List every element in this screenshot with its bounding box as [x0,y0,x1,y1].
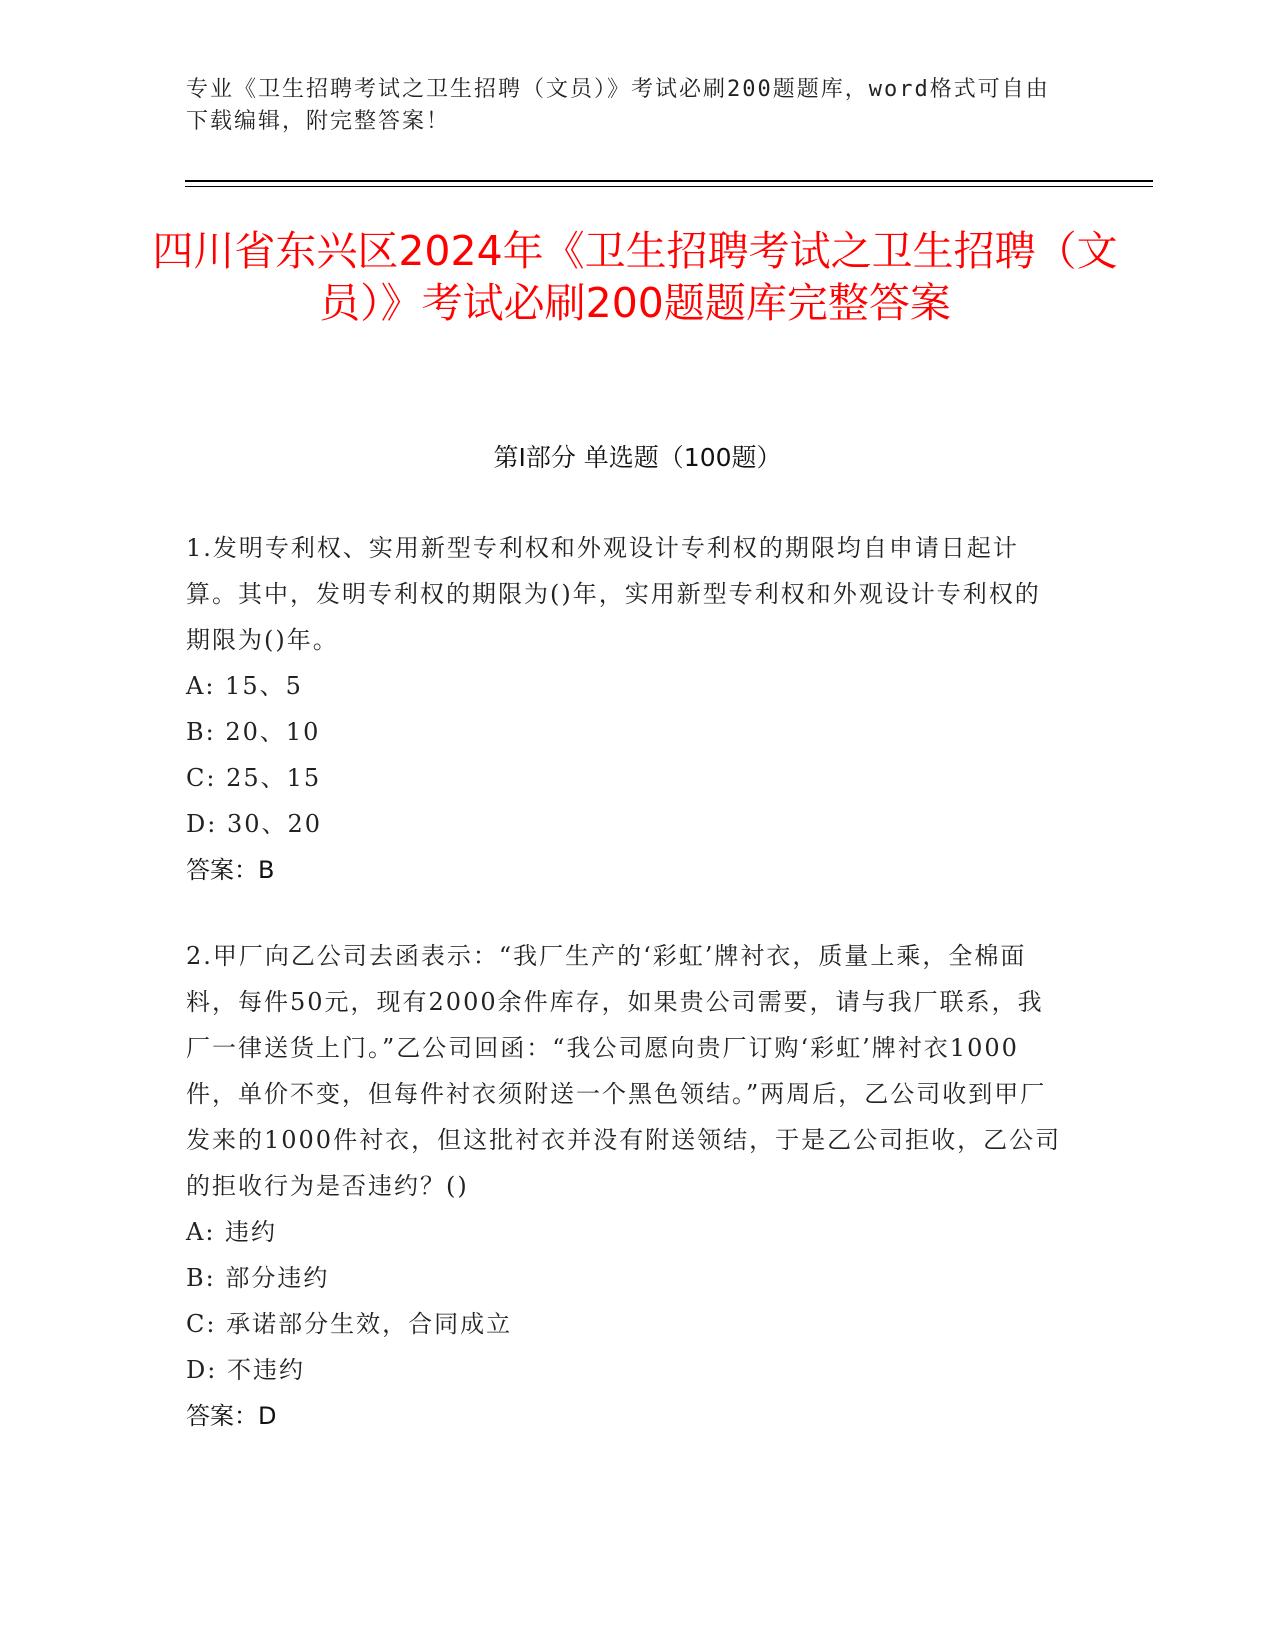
option-b: B: 20、10 [186,718,321,746]
option-d: D: 不违约 [186,1356,305,1384]
option-b: B: 部分违约 [186,1264,330,1292]
section-title: 第I部分 单选题（100题） [493,443,782,472]
option-c: C: 25、15 [186,764,322,792]
document-title: 四川省东兴区2024年《卫生招聘考试之卫生招聘（文员）》考试必刷200题题库完整答案 [152,227,1118,327]
answer: 答案：D [186,1402,277,1430]
answer: 答案：B [186,856,275,884]
option-a: A: 违约 [186,1218,278,1246]
question-stem: 2.甲厂向乙公司去函表示：“我厂生产的‘彩虹’牌衬衣，质量上乘，全棉面料，每件50元，现有2000余件库存，如果贵公司需要，请与我厂联系，我厂一律送货上门。”乙公司回函：“我公司愿向贵厂订购‘彩虹’牌衬衣1000件，单价不变，但每件衬衣须附送一个黑色领结。”两周后，乙公司收到甲厂发来的1000件衬衣，但这批衬衣并没有附送领结，于是乙公司拒收，乙公司的拒收行为是否违约？() [186,942,1062,1200]
option-c: C: 承诺部分生效，合同成立 [186,1310,513,1338]
question-1 [186,525,1066,893]
header-divider-thick [185,180,1153,182]
question-2 [186,933,1066,1439]
header-note: 专业《卫生招聘考试之卫生招聘（文员）》考试必刷200题题库，word格式可自由下载编辑，附完整答案！ [186,77,1050,134]
option-d: D: 30、20 [186,810,323,838]
header-divider-thin [185,186,1153,187]
option-a: A: 15、5 [186,672,303,700]
question-stem: 1.发明专利权、实用新型专利权和外观设计专利权的期限均自申请日起计算。其中，发明专利权的期限为()年，实用新型专利权和外观设计专利权的期限为()年。 [186,534,1041,654]
